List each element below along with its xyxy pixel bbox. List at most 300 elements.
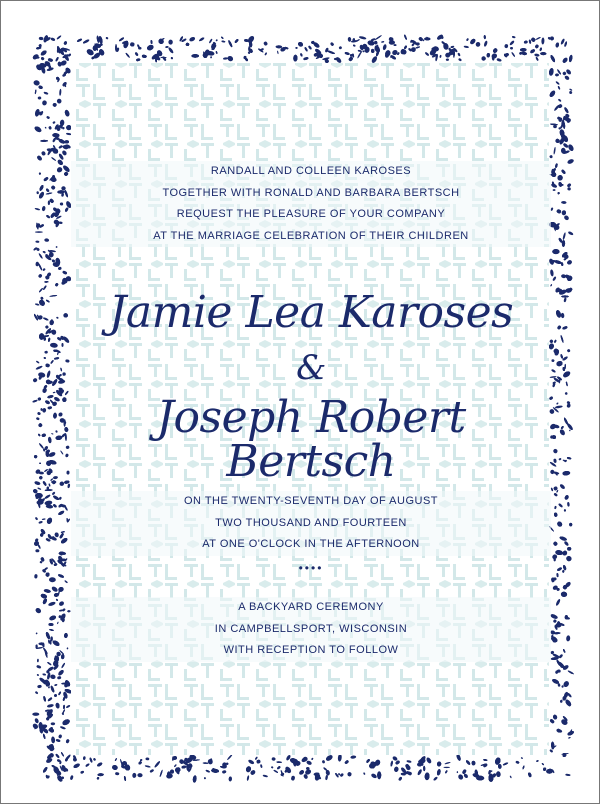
ink-speck [222, 770, 227, 774]
ink-speck [38, 273, 43, 278]
ink-speck [554, 558, 556, 561]
ink-speck [52, 495, 59, 501]
ink-speck [512, 36, 516, 39]
ink-speck [35, 517, 39, 521]
ink-speck [39, 288, 44, 293]
ink-speck [40, 297, 43, 300]
ink-speck [37, 659, 39, 663]
ink-speck [51, 259, 55, 263]
ink-speck [457, 771, 458, 773]
ink-speck [554, 260, 562, 265]
ink-speck [61, 752, 65, 757]
ink-speck [45, 572, 50, 577]
ink-speck [263, 774, 269, 777]
dot-divider: •••• [298, 561, 324, 575]
ink-speck [469, 38, 476, 45]
ink-speck [43, 357, 46, 360]
ink-speck [443, 767, 450, 768]
ink-speck [375, 35, 382, 40]
ink-speck [558, 654, 563, 659]
ink-speck [564, 75, 570, 81]
ink-speck [561, 295, 569, 297]
ink-speck [566, 635, 571, 641]
ink-speck [38, 263, 43, 271]
ink-speck [48, 640, 50, 644]
ink-speck [52, 121, 55, 124]
ink-speck [553, 125, 557, 128]
ink-speck [40, 49, 48, 56]
ink-speck [48, 686, 50, 688]
ink-speck [34, 574, 38, 579]
ink-speck [308, 45, 313, 50]
ink-speck [42, 673, 46, 676]
ink-speck [556, 209, 562, 214]
ink-speck [359, 36, 367, 40]
ink-speck [57, 159, 64, 166]
ink-speck [551, 741, 555, 749]
ink-speck [562, 240, 566, 247]
ink-speck [541, 37, 544, 44]
ink-speck [39, 44, 42, 47]
ink-speck [105, 37, 108, 40]
ink-speck [56, 317, 59, 319]
ink-speck [424, 37, 430, 40]
ink-speck [553, 492, 558, 496]
ink-speck [42, 481, 47, 487]
ink-speck [558, 182, 563, 188]
ink-speck [564, 107, 570, 114]
ink-speck [569, 88, 573, 91]
ink-speck [33, 80, 40, 87]
ink-speck [564, 541, 570, 547]
venue-line: WITH RECEPTION TO FOLLOW [71, 640, 551, 662]
ink-speck [567, 502, 570, 507]
ink-speck [50, 640, 52, 645]
ink-speck [36, 417, 40, 421]
ink-speck [398, 776, 402, 781]
ink-speck [85, 763, 90, 767]
ink-speck [558, 98, 562, 102]
ink-speck [38, 433, 41, 436]
ink-speck [40, 140, 48, 142]
date-line: ON THE TWENTY-SEVENTH DAY OF AUGUST [71, 491, 551, 513]
ink-speck [45, 188, 49, 192]
ink-speck [530, 48, 536, 54]
ink-speck [142, 54, 147, 58]
ink-speck [245, 766, 252, 773]
ink-speck [49, 615, 57, 622]
ink-speck [35, 89, 37, 94]
ink-speck [555, 598, 561, 606]
ink-speck [137, 773, 142, 778]
ink-speck [51, 586, 59, 593]
ink-speck [47, 704, 54, 708]
ink-speck [125, 52, 130, 58]
ink-speck [298, 769, 304, 775]
ink-speck [34, 718, 39, 724]
ink-speck [562, 565, 566, 571]
ink-speck [58, 267, 62, 271]
ink-speck [41, 151, 46, 156]
ink-speck [381, 41, 384, 43]
ink-speck [390, 761, 393, 767]
ink-speck [124, 776, 127, 781]
ink-speck [62, 81, 68, 87]
ink-speck [530, 37, 536, 43]
ink-speck [58, 600, 65, 606]
ink-speck [567, 349, 571, 353]
ink-speck [325, 770, 330, 776]
ink-speck [486, 53, 490, 58]
ink-speck [145, 765, 151, 768]
ink-speck [347, 772, 351, 776]
ink-speck [541, 763, 544, 766]
ink-speck [80, 770, 84, 774]
ink-speck [53, 563, 57, 567]
ink-speck [44, 494, 51, 499]
ink-speck [44, 351, 48, 354]
ink-speck [566, 381, 568, 386]
ink-speck [39, 37, 44, 41]
ink-speck [34, 481, 40, 486]
date-time-block [71, 491, 551, 556]
ink-speck [65, 453, 69, 457]
ink-speck [553, 541, 559, 547]
ink-speck [134, 52, 139, 57]
ink-speck [424, 772, 429, 780]
ink-speck [325, 775, 328, 781]
ink-speck [393, 44, 396, 46]
ink-speck [557, 567, 563, 572]
ink-speck [561, 169, 566, 175]
ink-speck [132, 773, 136, 778]
ink-speck [562, 210, 567, 215]
ink-speck [35, 549, 39, 552]
ink-speck [60, 368, 62, 372]
ink-speck [528, 772, 533, 778]
ink-speck [53, 392, 56, 394]
ink-speck [564, 494, 570, 500]
ink-speck [510, 47, 513, 50]
ink-speck [535, 44, 540, 49]
ink-speck [55, 430, 58, 433]
ink-speck [338, 46, 342, 50]
ink-speck [57, 190, 64, 194]
ink-speck [45, 400, 51, 405]
ink-speck [50, 685, 55, 693]
ink-speck [55, 283, 59, 287]
ink-speck [118, 37, 124, 42]
ink-speck [35, 240, 39, 243]
ink-speck [564, 509, 566, 512]
ink-speck [562, 326, 568, 330]
ink-speck [271, 766, 273, 768]
ink-speck [539, 47, 542, 51]
ink-speck [50, 342, 58, 348]
ink-speck [32, 377, 38, 383]
ink-speck [418, 36, 423, 41]
ink-speck [484, 35, 486, 39]
ink-speck [277, 766, 281, 770]
ink-speck [64, 480, 70, 484]
ink-speck [543, 767, 547, 771]
ink-speck [483, 763, 489, 768]
ink-speck [557, 86, 560, 90]
ink-speck [557, 670, 561, 673]
hosts-line: TOGETHER WITH RONALD AND BARBARA BERTSCH [71, 183, 551, 205]
ink-speck [60, 726, 66, 730]
ink-speck [32, 713, 39, 716]
ink-speck [567, 547, 571, 551]
ink-speck [330, 42, 334, 47]
ink-speck [558, 458, 561, 461]
ink-speck [391, 49, 398, 56]
groom-name: Joseph Robert Bertsch [156, 392, 466, 487]
ink-speck [48, 338, 51, 343]
ink-speck [48, 201, 50, 206]
ink-speck [57, 98, 62, 103]
ink-speck [550, 36, 554, 40]
ink-speck [300, 53, 303, 57]
ink-speck [60, 450, 64, 455]
ink-speck [340, 773, 344, 777]
time-line: AT ONE O'CLOCK IN THE AFTERNOON [71, 534, 551, 556]
ink-speck [558, 503, 563, 508]
ink-speck [43, 734, 46, 740]
ink-speck [556, 360, 563, 367]
ink-speck [303, 57, 309, 61]
ink-speck [58, 691, 62, 695]
ink-speck [97, 777, 100, 780]
ink-speck [46, 517, 53, 525]
ink-speck [567, 187, 571, 190]
ink-speck [66, 704, 71, 708]
ink-speck [70, 775, 74, 780]
ink-speck [404, 34, 408, 40]
ink-speck [45, 325, 49, 329]
ink-speck [550, 613, 558, 619]
ink-speck [404, 45, 408, 49]
ink-speck [46, 116, 50, 119]
date-line: TWO THOUSAND AND FOURTEEN [71, 513, 551, 535]
ink-speck [35, 691, 39, 695]
ink-speck [553, 189, 556, 191]
invitation-text [71, 61, 551, 761]
ink-speck [73, 763, 81, 769]
ink-speck [191, 54, 199, 58]
ink-speck [37, 397, 41, 401]
ink-speck [51, 157, 56, 161]
ink-speck [36, 632, 38, 634]
venue-line: IN CAMPBELLSPORT, WISCONSIN [71, 619, 551, 641]
ink-speck [423, 766, 425, 771]
ink-speck [228, 40, 233, 48]
ink-speck [62, 372, 66, 376]
ink-speck [39, 172, 41, 175]
ink-speck [291, 776, 295, 781]
ink-speck [56, 35, 61, 40]
ink-speck [39, 463, 41, 465]
ink-speck [348, 37, 352, 42]
ink-speck [515, 760, 519, 764]
ink-speck [58, 510, 65, 516]
ink-speck [553, 486, 558, 491]
ink-speck [38, 253, 43, 259]
ink-speck [57, 676, 61, 679]
ink-speck [377, 771, 381, 779]
ink-speck [569, 523, 572, 526]
ink-speck [49, 320, 54, 326]
ink-speck [165, 46, 169, 49]
ink-speck [46, 214, 51, 218]
ink-speck [63, 171, 69, 177]
ink-speck [60, 202, 63, 205]
ink-speck [203, 762, 208, 764]
ink-speck [47, 697, 52, 702]
ink-speck [554, 339, 557, 343]
ink-speck [357, 51, 362, 59]
ink-speck [556, 402, 559, 405]
ink-speck [42, 251, 45, 254]
ink-speck [54, 532, 59, 538]
ink-speck [51, 736, 55, 743]
ink-speck [353, 44, 356, 47]
ink-speck [49, 295, 57, 297]
ink-speck [551, 359, 554, 362]
ink-speck [192, 775, 197, 783]
ink-speck [504, 44, 508, 49]
ink-speck [50, 478, 53, 481]
ink-speck [534, 53, 540, 57]
ink-speck [170, 770, 174, 774]
ink-speck [371, 49, 375, 54]
ink-speck [457, 773, 464, 780]
ink-speck [556, 521, 563, 528]
ink-speck [57, 669, 64, 676]
ink-speck [509, 775, 512, 778]
ink-speck [553, 147, 556, 155]
ink-speck [159, 769, 163, 777]
ink-speck [57, 61, 61, 66]
ink-speck [46, 299, 50, 303]
ink-speck [559, 428, 566, 436]
ink-speck [562, 71, 567, 76]
ink-speck [138, 761, 142, 765]
ink-speck [149, 769, 154, 773]
ink-speck [146, 44, 154, 51]
ink-speck [229, 777, 232, 782]
ink-speck [174, 766, 181, 773]
ink-speck [464, 45, 469, 48]
ink-speck [65, 739, 69, 744]
ink-speck [65, 391, 69, 396]
ink-speck [295, 47, 297, 49]
ink-speck [48, 126, 51, 130]
ink-speck [560, 335, 564, 343]
ink-speck [565, 68, 572, 75]
ink-speck [567, 158, 575, 164]
ink-speck [58, 734, 62, 738]
ink-speck [552, 448, 558, 454]
ink-speck [540, 52, 546, 55]
ink-speck [42, 598, 48, 605]
ink-speck [564, 699, 572, 708]
ink-speck [62, 709, 65, 714]
ink-speck [370, 773, 377, 779]
ink-speck [263, 41, 268, 46]
ink-speck [35, 607, 42, 614]
ink-speck [498, 764, 502, 769]
ink-speck [565, 555, 572, 562]
ink-speck [97, 773, 104, 776]
ink-speck [48, 483, 50, 487]
hosts-line: REQUEST THE PLEASURE OF YOUR COMPANY [71, 204, 551, 226]
ink-speck [562, 370, 571, 378]
ink-speck [476, 776, 484, 781]
ink-speck [47, 395, 54, 399]
ink-speck [503, 762, 509, 766]
ink-speck [555, 550, 563, 556]
ink-speck [55, 753, 60, 758]
ink-speck [54, 357, 60, 360]
ink-speck [223, 57, 228, 60]
ink-speck [250, 769, 256, 775]
ink-speck [52, 639, 61, 647]
ink-speck [38, 299, 46, 307]
venue-block [71, 597, 551, 662]
ink-speck [56, 246, 58, 248]
ink-speck [204, 777, 206, 779]
ink-speck [567, 670, 574, 675]
ink-speck [450, 45, 454, 48]
ink-speck [51, 329, 57, 335]
ink-speck [569, 91, 572, 94]
ink-speck [63, 705, 65, 709]
ink-speck [569, 429, 571, 431]
ink-speck [552, 249, 559, 254]
ink-speck [553, 459, 557, 464]
ink-speck [556, 490, 558, 493]
ink-speck [562, 356, 568, 361]
ink-speck [62, 270, 67, 274]
ink-speck [47, 406, 52, 410]
ink-speck [338, 773, 341, 776]
ink-speck [160, 57, 166, 59]
ink-speck [47, 662, 52, 666]
ink-speck [51, 433, 54, 435]
ink-speck [36, 191, 39, 194]
ink-speck [568, 55, 573, 63]
ink-speck [48, 601, 56, 607]
ink-speck [42, 518, 46, 520]
ink-speck [48, 623, 53, 626]
ink-speck [511, 52, 515, 57]
ink-speck [555, 73, 559, 76]
ink-speck [37, 412, 41, 416]
ink-speck [54, 694, 58, 698]
ink-speck [58, 574, 65, 579]
ink-speck [277, 51, 279, 55]
ink-speck [561, 591, 568, 597]
ink-speck [529, 39, 532, 44]
ink-speck [62, 397, 67, 402]
ink-speck [45, 363, 50, 367]
ink-speck [553, 619, 557, 623]
ink-speck [445, 770, 448, 774]
ink-speck [44, 238, 49, 242]
ink-speck [58, 412, 63, 417]
ink-speck [37, 685, 42, 689]
